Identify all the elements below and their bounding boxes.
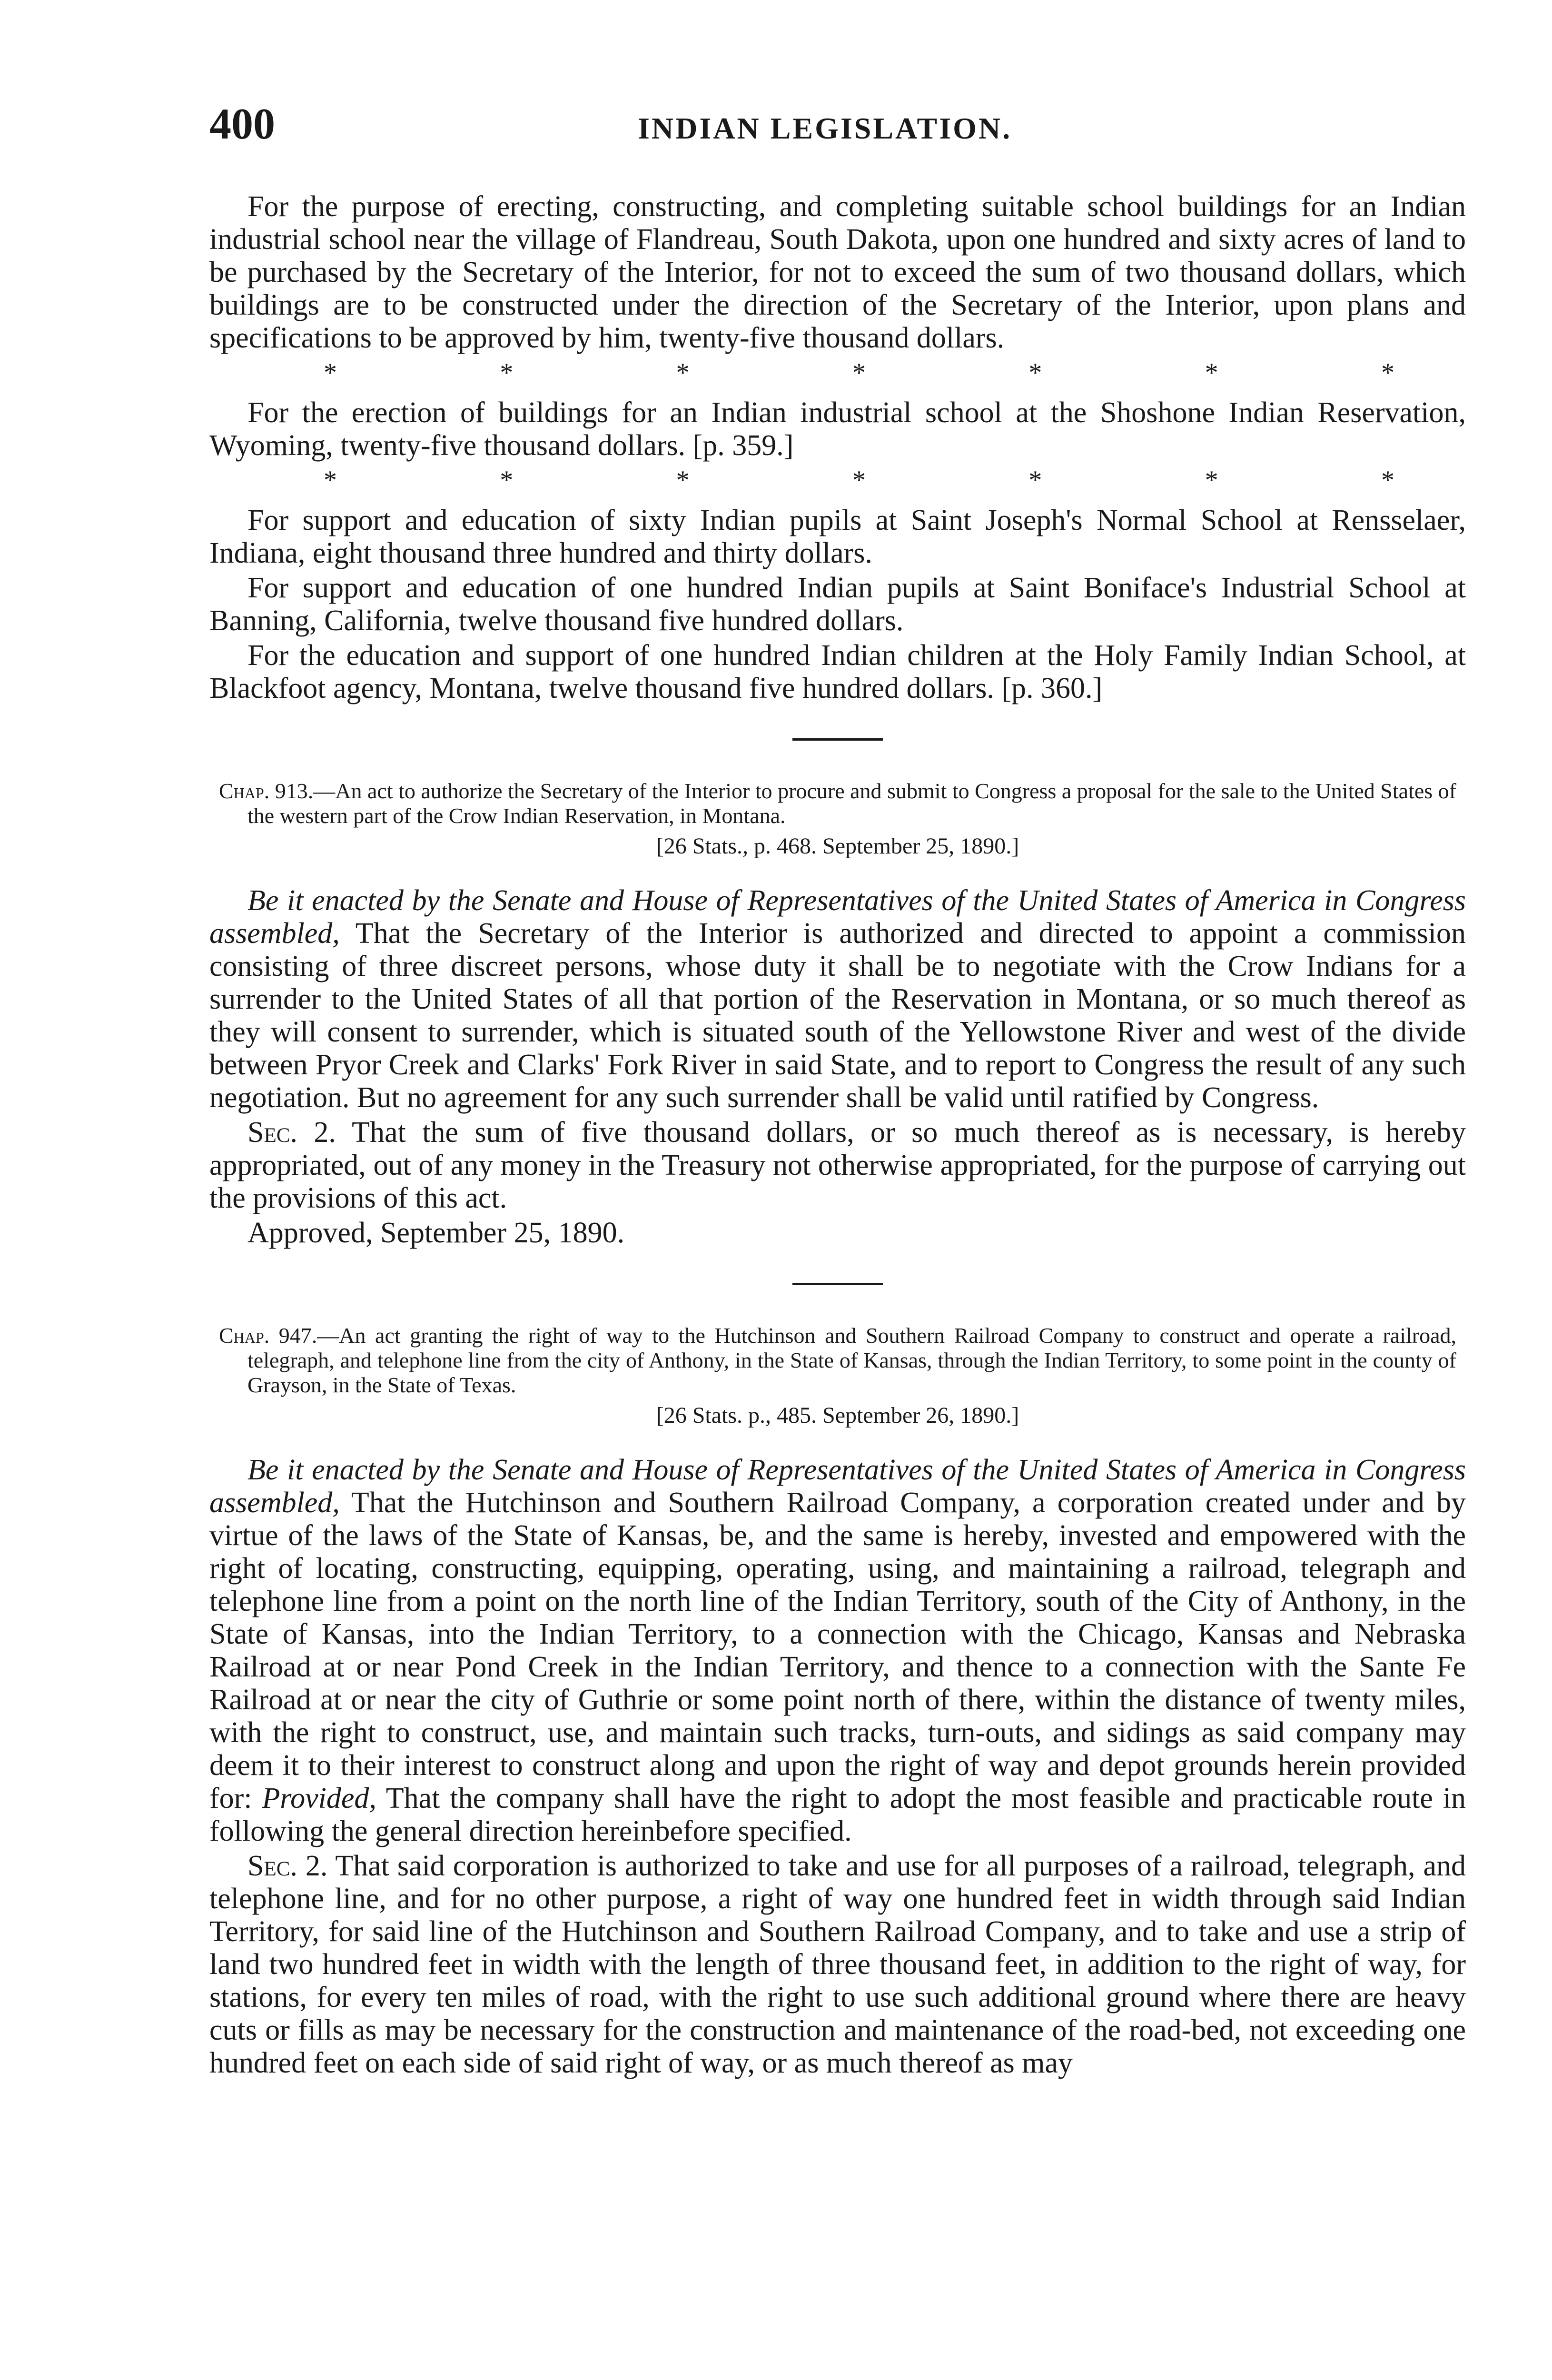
section-text: That the Hutchinson and Southern Railroad Company, a corporation created under and by virtue of the laws of the State of Kansas, be, and the same is hereby, invested and empowered with the right of locating, constructing, equipping, operating, using, and maintaining a railroad, telegraph and telephone line from a point on the north line of the Indian Territory, south of the City of Anthony, in the State of Kansas, into the Indian Territory, to a connection with the Chicago, Kansas and Nebraska Railroad at or near Pond Creek in the Indian Territory, and thence to a connection with the Sante Fe Railroad at or near the city of Guthrie or some point north of there, within the distance of twenty miles, with the right to construct, use, and maintain such tracks, turn-outs, and sidings as said company may deem it to their interest to construct along and upon the right of way and depot grounds herein provided for: xyxy=(209,1487,1466,1815)
star-mark: * xyxy=(1381,358,1394,387)
paragraph-railroad-grant xyxy=(209,1454,1466,1848)
page-body xyxy=(209,190,1466,2082)
paragraph-right-of-way xyxy=(209,1850,1466,2080)
section-label: Sec. 2. xyxy=(247,1850,328,1882)
section-text: That said corporation is authorized to take and use for all purposes of a railroad, telegraph, and telephone line, and for no other purpose, a right of way one hundred feet in width through said Indian Territory, for said line of the Hutchinson and Southern Railroad Company, and to take and use a strip of land two hundred feet in width with the length of three thousand feet, in addition to the right of way, for stations, for every ten miles of road, with the right to use such additional ground where there are heavy cuts or fills as may be necessary for the construction and maintenance of the road-bed, not exceeding one hundred feet on each side of said right of way, or as much thereof as may xyxy=(209,1850,1466,2079)
page-number: 400 xyxy=(209,99,275,148)
paragraph-saint-joseph: For support and education of sixty Indian pupils at Saint Joseph's Normal School at Rensselaer, Indiana, eight thousand three hundred and thirty dollars. xyxy=(209,504,1466,569)
section-text: That the company shall have the right to adopt the most feasible and practicable route in following the general direction hereinbefore specified. xyxy=(209,1782,1466,1847)
enacting-clause: Be it enacted by the Senate and House of Representatives of the United States of America in Congress assembled, xyxy=(209,884,1466,950)
approval-line: Approved, September 25, 1890. xyxy=(247,1217,625,1249)
star-mark: * xyxy=(1028,358,1042,387)
chapter-label: Chap. 913. xyxy=(219,779,314,803)
chapter-title: —An act to authorize the Secretary of the Interior to procure and submit to Congress a proposal for the sale to the United States of the western part of the Crow Indian Reservation, in Montana. xyxy=(247,779,1456,828)
paragraph-flandreau-school: For the purpose of erecting, constructing, and completing suitable school buildings for an Indian industrial school near the village of Flandreau, South Dakota, upon one hundred and sixty acres of land to be purchased by the Secretary of the Interior, for not to exceed the sum of two thousand dollars, which buildings are to be constructed under the direction of the Secretary of the Interior, upon plans and specifications to be approved by him, twenty-five thousand dollars. xyxy=(209,190,1466,354)
page-header xyxy=(209,95,1466,152)
chapter-title: —An act granting the right of way to the Hutchinson and Southern Railroad Company to construct and operate a railroad, telegraph, and telephone line from the city of Anthony, in the State of Kansas, through the Indian Territory, to some point in the county of Grayson, in the State of Texas. xyxy=(247,1323,1456,1397)
paragraph-crow-appropriation xyxy=(209,1116,1466,1215)
section-text: That the Secretary of the Interior is authorized and directed to appoint a commission consisting of three discreet persons, whose duty it shall be to negotiate with the Crow Indians for a surrender to the United States of all that portion of the Reservation in Montana, or so much thereof as they will consent to surrender, which is situated south of the Yellowstone River and west of the divide between Pryor Creek and Clarks' Fork River in said State, and to report to Congress the result of any such negotiation. But no agreement for any such surrender shall be valid until ratified by Congress. xyxy=(209,917,1466,1114)
statute-citation: [26 Stats., p. 468. September 25, 1890.] xyxy=(656,833,1019,859)
section-label: Sec. 2. xyxy=(247,1116,336,1149)
star-mark: * xyxy=(1205,466,1218,495)
ellipsis-stars xyxy=(209,464,1466,496)
star-mark: * xyxy=(324,466,337,495)
star-mark: * xyxy=(1381,466,1394,495)
paragraph-shoshone-school: For the erection of buildings for an Indian industrial school at the Shoshone Indian Reservation, Wyoming, twenty-five thousand dollars. [p. 359.] xyxy=(209,397,1466,462)
statute-citation: [26 Stats. p., 485. September 26, 1890.] xyxy=(656,1403,1019,1428)
proviso-word: Provided, xyxy=(262,1782,376,1815)
section-divider xyxy=(792,738,883,741)
chapter-heading-913 xyxy=(209,779,1456,828)
section-text: That the sum of five thousand dollars, or so much thereof as is necessary, is hereby appropriated, out of any money in the Treasury not otherwise appropriated, for the purpose of carrying out the provisions of this act. xyxy=(209,1116,1466,1214)
star-mark: * xyxy=(852,466,866,495)
paragraph-saint-boniface: For support and education of one hundred Indian pupils at Saint Boniface's Industrial School at Banning, California, twelve thousand five hundred dollars. xyxy=(209,572,1466,637)
running-head: INDIAN LEGISLATION. xyxy=(638,111,1012,145)
star-mark: * xyxy=(500,358,514,387)
paragraph-crow-commission xyxy=(209,884,1466,1114)
star-mark: * xyxy=(324,358,337,387)
star-mark: * xyxy=(676,466,690,495)
paragraph-holy-family: For the education and support of one hundred Indian children at the Holy Family Indian School, at Blackfoot agency, Montana, twelve thousand five hundred dollars. [p. 360.] xyxy=(209,639,1466,704)
chapter-heading-947 xyxy=(209,1323,1456,1398)
enacting-clause: Be it enacted by the Senate and House of Representatives of the United States of America in Congress assembled, xyxy=(209,1454,1466,1519)
star-mark: * xyxy=(1205,358,1218,387)
chapter-label: Chap. 947. xyxy=(219,1323,317,1348)
star-mark: * xyxy=(852,358,866,387)
star-mark: * xyxy=(1028,466,1042,495)
section-divider xyxy=(792,1283,883,1285)
ellipsis-stars xyxy=(209,357,1466,389)
star-mark: * xyxy=(676,358,690,387)
star-mark: * xyxy=(500,466,514,495)
